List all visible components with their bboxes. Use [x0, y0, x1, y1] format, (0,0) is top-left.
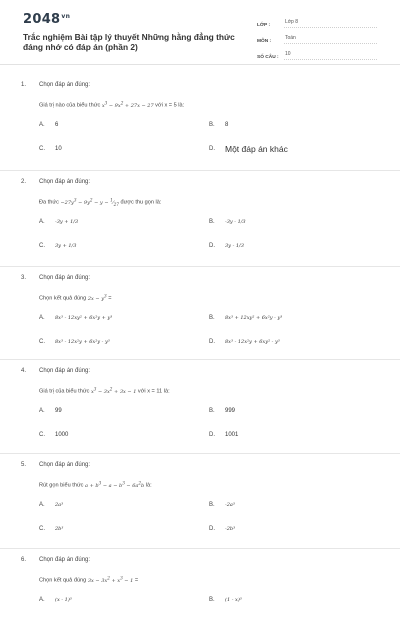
answer-option-b[interactable]	[209, 597, 379, 621]
answer-option-b[interactable]	[209, 122, 379, 146]
answer-letter: A.	[39, 597, 45, 603]
meta-class	[257, 14, 377, 28]
answer-option-a[interactable]	[39, 315, 209, 339]
question-prompt: Chọn kết quả đúng $3x - 3x^2 + x^3 - 1$ =	[39, 575, 139, 584]
answer-text: (x - 1)³	[55, 597, 72, 603]
question-number: 5.	[21, 462, 27, 468]
quiz-header	[0, 0, 400, 62]
header-divider	[0, 64, 400, 65]
meta-label: SỐ CÂU :	[257, 55, 279, 60]
meta-value: Toán	[284, 35, 377, 44]
answer-options	[39, 597, 379, 621]
question-instruction: Chọn đáp án đúng:	[39, 462, 91, 468]
answer-option-a[interactable]	[39, 219, 209, 243]
answer-text: 999	[225, 408, 236, 414]
answer-letter: D.	[209, 526, 215, 532]
meta-label: MÔN :	[257, 39, 272, 44]
answer-text: 3y + 1/3	[55, 243, 77, 249]
answer-options	[39, 219, 379, 267]
answer-letter: B.	[209, 219, 215, 225]
answer-letter: A.	[39, 219, 45, 225]
meta-value: 10	[284, 51, 377, 60]
answer-option-c[interactable]	[39, 432, 209, 456]
answer-letter: C.	[39, 526, 45, 532]
answer-option-c[interactable]	[39, 526, 209, 550]
logo-text: 2048	[23, 12, 61, 27]
question-prompt: Giá trị nào của biểu thức $x^3 - 9x^2 + 27x - 27$ với x = 5 là:	[39, 100, 185, 109]
answer-text: 8x³ + 12xy² + 6x²y - y³	[225, 315, 283, 321]
answer-letter: C.	[39, 146, 45, 152]
meta-value: Lớp 8	[284, 19, 377, 28]
question-prompt: Đa thức $-27y^3 - 9y^2 - y$ − $^1⁄_{27}$ được thu gọn là:	[39, 197, 162, 207]
answer-text: 2a³	[55, 502, 64, 508]
answer-letter: B.	[209, 408, 215, 414]
meta-subject	[257, 30, 377, 44]
answer-options	[39, 502, 379, 550]
answer-letter: D.	[209, 339, 215, 345]
answer-option-d[interactable]	[209, 526, 379, 550]
question-number: 4.	[21, 368, 27, 374]
answer-letter: B.	[209, 502, 215, 508]
question-2	[0, 171, 400, 267]
answer-letter: A.	[39, 315, 45, 321]
answer-options	[39, 122, 379, 170]
answer-option-c[interactable]	[39, 243, 209, 267]
answer-text: 8x³ - 12x²y + 6xy² - y³	[225, 339, 280, 345]
meta-label: LỚP :	[257, 23, 271, 28]
answer-text: 8x³ - 12xy² + 6x²y + y³	[55, 315, 113, 321]
answer-letter: C.	[39, 432, 45, 438]
answer-text: -3y + 1/3	[55, 219, 79, 225]
answer-text: 99	[55, 408, 62, 414]
answer-text: 1000	[55, 432, 69, 438]
question-instruction: Chọn đáp án đúng:	[39, 368, 91, 374]
logo-suffix: vn	[61, 12, 71, 20]
answer-option-b[interactable]	[209, 219, 379, 243]
question-3	[0, 267, 400, 360]
question-number: 1.	[21, 82, 27, 88]
answer-text: 6	[55, 122, 59, 128]
answer-options	[39, 408, 379, 456]
answer-text: 8	[225, 122, 229, 128]
answer-letter: D.	[209, 243, 215, 249]
answer-option-a[interactable]	[39, 122, 209, 146]
question-instruction: Chọn đáp án đúng:	[39, 275, 91, 281]
question-prompt: Rút gọn biểu thức $a + b^3 - a - b^3 - 6a^2b$ là:	[39, 480, 152, 489]
answer-letter: D.	[209, 432, 215, 438]
question-5	[0, 454, 400, 549]
answer-option-c[interactable]	[39, 146, 209, 170]
answer-letter: B.	[209, 597, 215, 603]
answer-text: (1 - x)³	[225, 597, 242, 603]
answer-option-a[interactable]	[39, 597, 209, 621]
answer-text: -3y - 1/3	[225, 219, 246, 225]
answer-option-b[interactable]	[209, 315, 379, 339]
question-6	[0, 549, 400, 613]
answer-text: 10	[55, 146, 62, 152]
answer-text: 8x³ - 12x²y + 6x²y - y³	[55, 339, 110, 345]
quiz-meta	[257, 14, 377, 62]
question-1	[0, 78, 400, 171]
answer-option-d[interactable]	[209, 243, 379, 267]
question-4	[0, 360, 400, 454]
answer-text: 2b³	[55, 526, 64, 532]
answer-text: 3y - 1/3	[225, 243, 244, 249]
answer-options	[39, 315, 379, 363]
question-instruction: Chọn đáp án đúng:	[39, 179, 91, 185]
answer-option-d[interactable]	[209, 146, 379, 170]
answer-letter: A.	[39, 408, 45, 414]
answer-letter: C.	[39, 339, 45, 345]
answer-letter: C.	[39, 243, 45, 249]
answer-letter: B.	[209, 315, 215, 321]
question-number: 3.	[21, 275, 27, 281]
answer-text: Một đáp án khác	[225, 144, 288, 154]
question-number: 6.	[21, 557, 27, 563]
answer-option-a[interactable]	[39, 502, 209, 526]
site-logo[interactable]	[23, 12, 70, 27]
question-prompt: Giá trị của biểu thức $x^3 - 3x^2 + 3x - 1$ với x = 11 là:	[39, 386, 170, 395]
answer-text: -2a³	[225, 502, 235, 508]
quiz-title: Trắc nghiệm Bài tập lý thuyết Những hằng đẳng thức đáng nhớ có đáp án (phần 2)	[23, 32, 235, 52]
answer-option-a[interactable]	[39, 408, 209, 432]
answer-letter: B.	[209, 122, 215, 128]
answer-text: -2b³	[225, 526, 236, 532]
meta-question-count	[257, 46, 377, 60]
answer-letter: A.	[39, 122, 45, 128]
question-prompt: Chọn kết quả đúng $2x - y^3$ =	[39, 293, 112, 302]
question-instruction: Chọn đáp án đúng:	[39, 82, 91, 88]
answer-option-d[interactable]	[209, 432, 379, 456]
answer-option-b[interactable]	[209, 408, 379, 432]
answer-letter: A.	[39, 502, 45, 508]
question-number: 2.	[21, 179, 27, 185]
answer-letter: D.	[209, 146, 215, 152]
question-instruction: Chọn đáp án đúng:	[39, 557, 91, 563]
question-list	[0, 78, 400, 613]
answer-option-b[interactable]	[209, 502, 379, 526]
answer-text: 1001	[225, 432, 239, 438]
